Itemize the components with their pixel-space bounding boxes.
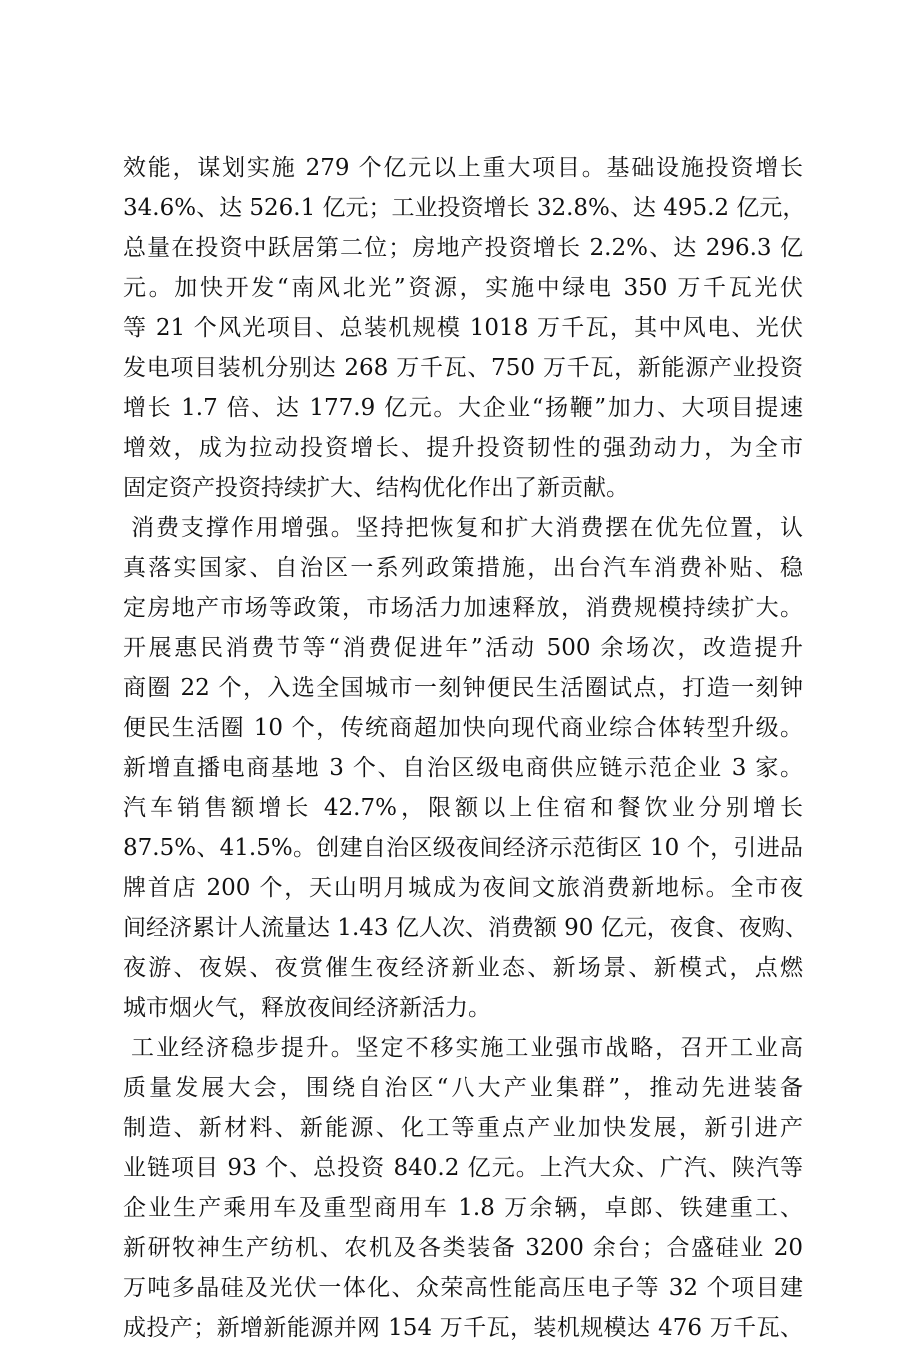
text-line: 新研牧神生产纺机、农机及各类装备 3200 余台；合盛硅业 20 — [123, 1235, 803, 1261]
text-line: 成投产；新增新能源并网 154 万千瓦，装机规模达 476 万千瓦、 — [123, 1315, 803, 1341]
text-line: 发电项目装机分别达 268 万千瓦、750 万千瓦，新能源产业投资 — [123, 355, 803, 381]
text-line: 效能，谋划实施 279 个亿元以上重大项目。基础设施投资增长 — [123, 155, 803, 181]
text-line: 真落实国家、自治区一系列政策措施，出台汽车消费补贴、稳 — [123, 555, 803, 581]
text-line: 87.5%、41.5%。创建自治区级夜间经济示范街区 10 个，引进品 — [123, 835, 803, 861]
text-line: 增效，成为拉动投资增长、提升投资韧性的强劲动力，为全市 — [123, 435, 803, 461]
text-line: 制造、新材料、新能源、化工等重点产业加快发展，新引进产 — [123, 1115, 803, 1141]
text-line: 增长 1.7 倍、达 177.9 亿元。大企业“扬鞭”加力、大项目提速 — [123, 395, 803, 421]
paragraph-heading-line: 工业经济稳步提升。坚定不移实施工业强市战略，召开工业高 — [131, 1035, 803, 1061]
text-line: 便民生活圈 10 个，传统商超加快向现代商业综合体转型升级。 — [123, 715, 803, 741]
text-line: 固定资产投资持续扩大、结构优化作出了新贡献。 — [123, 475, 629, 501]
text-line: 万吨多晶硅及光伏一体化、众荣高性能高压电子等 32 个项目建 — [123, 1275, 803, 1301]
text-line: 夜游、夜娱、夜赏催生夜经济新业态、新场景、新模式，点燃 — [123, 955, 803, 981]
text-line: 业链项目 93 个、总投资 840.2 亿元。上汽大众、广汽、陕汽等 — [123, 1155, 803, 1181]
text-line: 定房地产市场等政策，市场活力加速释放，消费规模持续扩大。 — [123, 595, 803, 621]
text-line: 34.6%、达 526.1 亿元；工业投资增长 32.8%、达 495.2 亿元， — [123, 195, 806, 221]
text-line: 总量在投资中跃居第二位；房地产投资增长 2.2%、达 296.3 亿 — [123, 235, 803, 261]
text-line: 开展惠民消费节等“消费促进年”活动 500 余场次，改造提升 — [123, 635, 803, 661]
text-line: 汽车销售额增长 42.7%，限额以上住宿和餐饮业分别增长 — [123, 795, 803, 821]
text-line: 新增直播电商基地 3 个、自治区级电商供应链示范企业 3 家。 — [123, 755, 803, 781]
text-line: 城市烟火气，释放夜间经济新活力。 — [123, 995, 491, 1021]
text-line: 元。加快开发“南风北光”资源，实施中绿电 350 万千瓦光伏 — [123, 275, 803, 301]
paragraph-heading-line: 消费支撑作用增强。坚持把恢复和扩大消费摆在优先位置，认 — [131, 515, 803, 541]
text-line: 等 21 个风光项目、总装机规模 1018 万千瓦，其中风电、光伏 — [123, 315, 803, 341]
text-line: 质量发展大会，围绕自治区“八大产业集群”，推动先进装备 — [123, 1075, 803, 1101]
text-line: 商圈 22 个，入选全国城市一刻钟便民生活圈试点，打造一刻钟 — [123, 675, 803, 701]
text-line: 间经济累计人流量达 1.43 亿人次、消费额 90 亿元，夜食、夜购、 — [123, 915, 808, 941]
body-text — [123, 148, 808, 1348]
text-line: 牌首店 200 个，天山明月城成为夜间文旅消费新地标。全市夜 — [123, 875, 803, 901]
text-line: 企业生产乘用车及重型商用车 1.8 万余辆，卓郎、铁建重工、 — [123, 1195, 803, 1221]
